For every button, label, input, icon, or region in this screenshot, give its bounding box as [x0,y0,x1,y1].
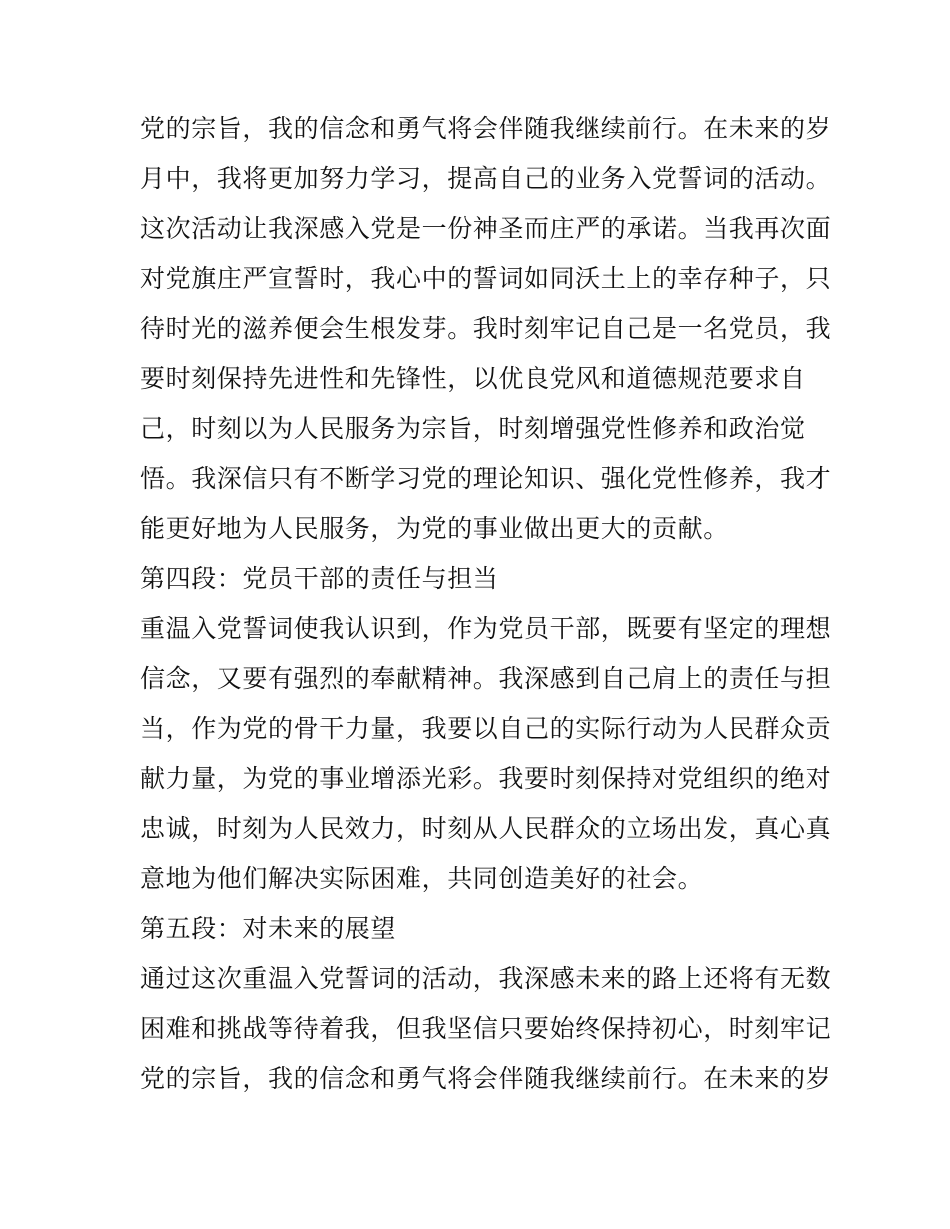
text-line: 待时光的滋养便会生根发芽。我时刻牢记自己是一名党员，我 [140,314,832,343]
text-line: 悟。我深信只有不断学习党的理论知识、强化党性修养，我才 [140,464,832,493]
text-line: 困难和挑战等待着我，但我坚信只要始终保持初心，时刻牢记 [140,1014,832,1043]
text-line: 献力量，为党的事业增添光彩。我要时刻保持对党组织的绝对 [140,764,832,793]
text-line: 党的宗旨，我的信念和勇气将会伴随我继续前行。在未来的岁 [140,1064,832,1093]
text-line: 能更好地为人民服务，为党的事业做出更大的贡献。 [140,514,729,543]
section-heading: 第四段：党员干部的责任与担当 [140,564,499,593]
text-line: 党的宗旨，我的信念和勇气将会伴随我继续前行。在未来的岁 [140,114,832,143]
text-line: 信念，又要有强烈的奉献精神。我深感到自己肩上的责任与担 [140,664,832,693]
section-heading: 第五段：对未来的展望 [140,914,397,943]
text-line: 己，时刻以为人民服务为宗旨，时刻增强党性修养和政治觉 [140,414,806,443]
text-line: 忠诚，时刻为人民效力，时刻从人民群众的立场出发，真心真 [140,814,832,843]
text-line: 这次活动让我深感入党是一份神圣而庄严的承诺。当我再次面 [140,214,832,243]
text-line: 要时刻保持先进性和先锋性，以优良党风和道德规范要求自 [140,364,806,393]
text-line: 意地为他们解决实际困难，共同创造美好的社会。 [140,864,704,893]
text-line: 月中，我将更加努力学习，提高自己的业务入党誓词的活动。 [140,164,832,193]
text-line: 通过这次重温入党誓词的活动，我深感未来的路上还将有无数 [140,964,832,993]
text-line: 重温入党誓词使我认识到，作为党员干部，既要有坚定的理想 [140,614,832,643]
text-line: 对党旗庄严宣誓时，我心中的誓词如同沃土上的幸存种子，只 [140,264,832,293]
text-line: 当，作为党的骨干力量，我要以自己的实际行动为人民群众贡 [140,714,832,743]
